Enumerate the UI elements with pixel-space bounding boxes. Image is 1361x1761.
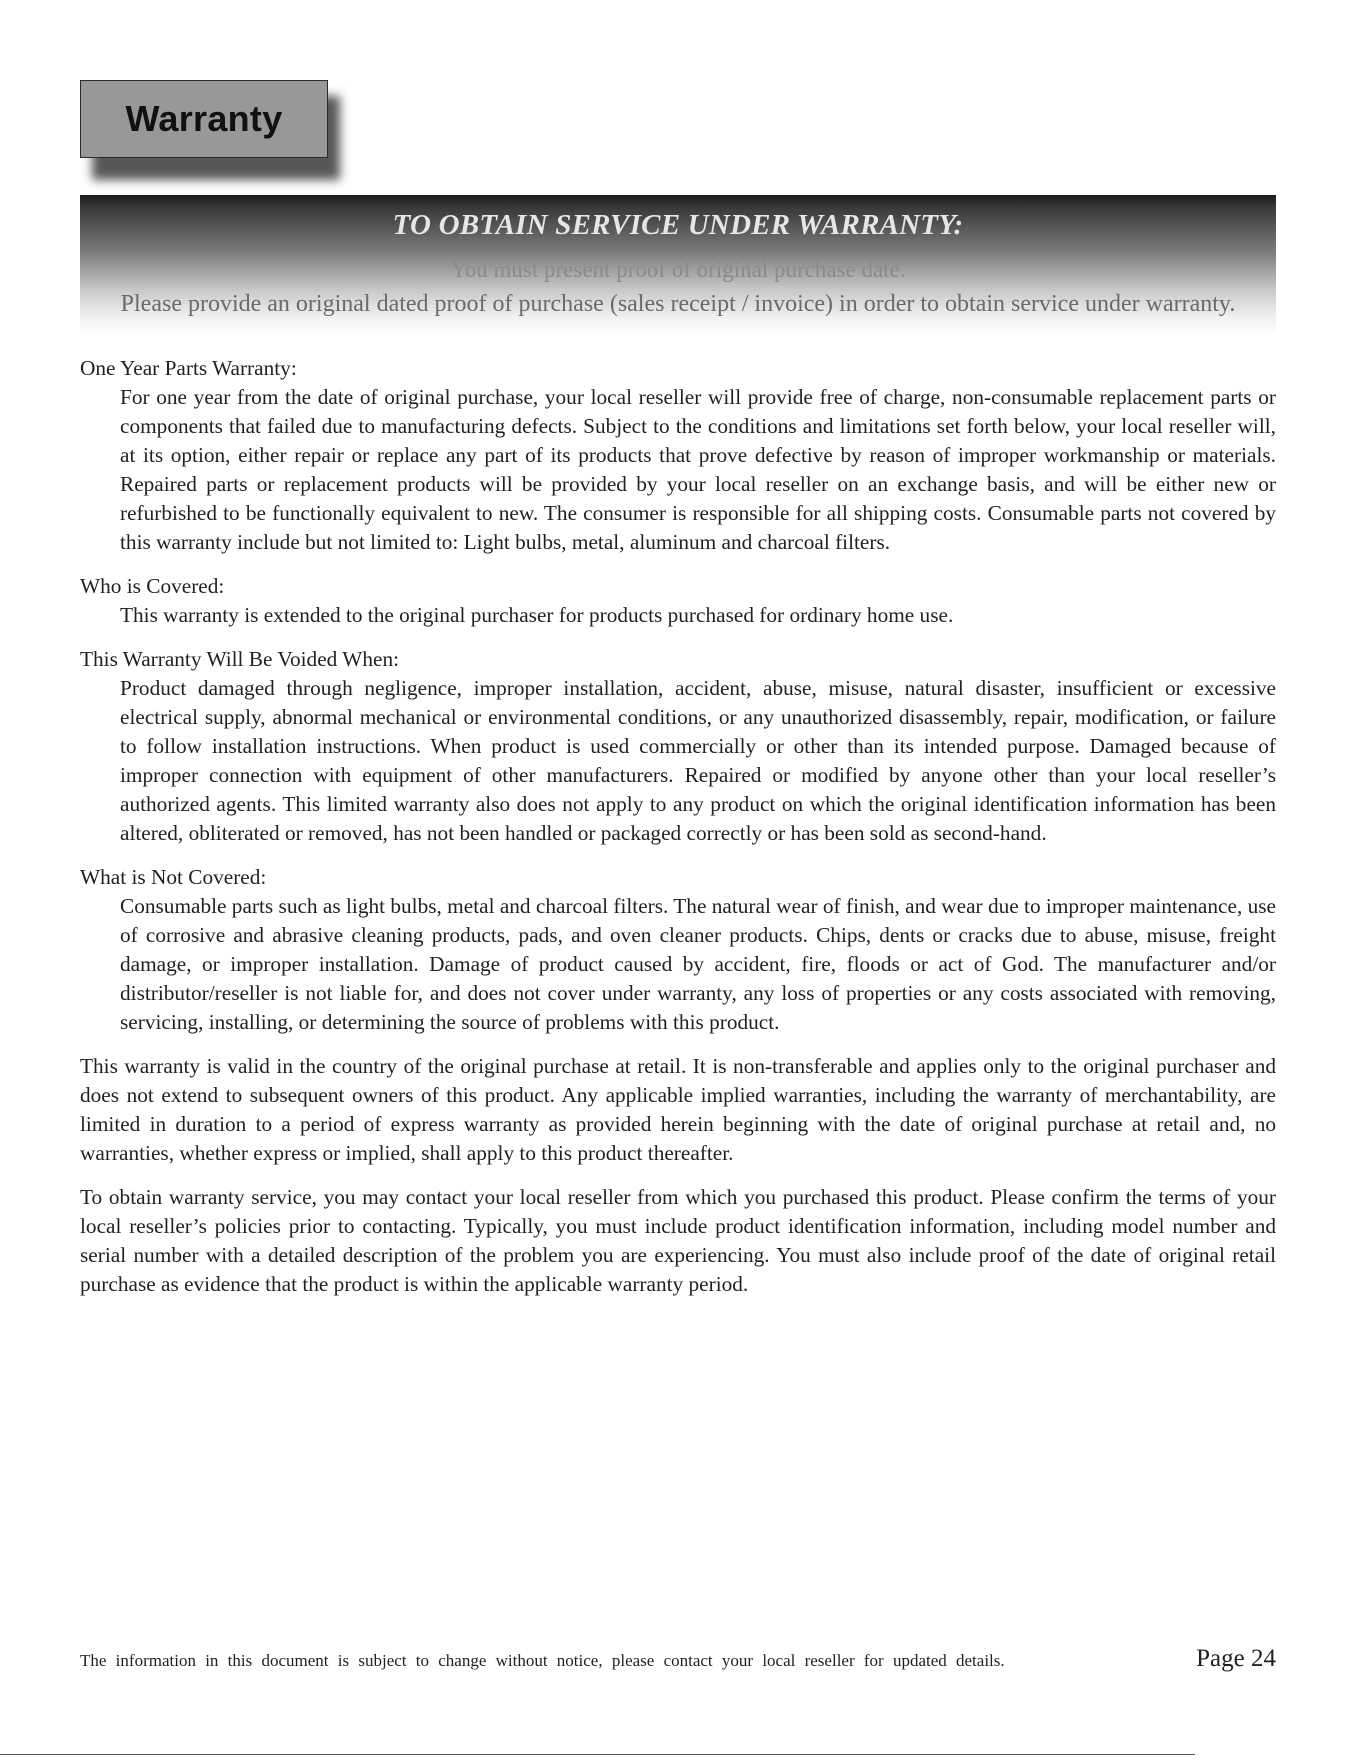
section-body: Product damaged through negligence, improper installation, accident, abuse, misuse, natural disaster, insufficient or excessive electrical supply, abnormal mechanical or environmental conditions, or any unauthorized disassembly, repair, modification, or failure to follow installation instructions. When product is used commercially or other than its intended purpose. Damaged because of improper connection with equipment of other manufacturers. Repaired or modified by anyone other than your local reseller’s authorized agents. This limited warranty also does not apply to any product on which the original identification information has been altered, obliterated or removed, has not been handled or packaged correctly or has been sold as second-hand. xyxy=(120,676,1276,845)
section-who-is-covered xyxy=(80,572,1276,630)
section-label: One Year Parts Warranty: xyxy=(80,356,297,380)
section-voided-when xyxy=(80,645,1276,848)
warranty-content xyxy=(80,354,1276,1314)
section-label: This Warranty Will Be Voided When: xyxy=(80,647,400,671)
title-tab xyxy=(80,80,328,158)
banner-note: Please provide an original dated proof of purchase (sales receipt / invoice) in order to obtain service under warranty. xyxy=(120,291,1236,317)
section-not-covered xyxy=(80,863,1276,1037)
section-label: Who is Covered: xyxy=(80,574,225,598)
section-body: For one year from the date of original purchase, your local reseller will provide free of charge, non-consumable replacement parts or components that failed due to manufacturing defects. Subject to the conditions and limitations set forth below, your local reseller will, at its option, either repair or replace any part of its products that prove defective by reason of improper workmanship or materials. Repaired parts or replacement products will be provided by your local reseller on an exchange basis, and will be either new or refurbished to be functionally equivalent to new. The consumer is responsible for all shipping costs. Consumable parts not covered by this warranty include but not limited to: Light bulbs, metal, aluminum and charcoal filters. xyxy=(120,385,1276,554)
paragraph-obtain-service: To obtain warranty service, you may contact your local reseller from which you purchased this product. Please confirm the terms of your local reseller’s policies prior to contacting. Typically, you must include product identification information, including model number and serial number with a detailed description of the problem you are experiencing. You must also include proof of the date of original retail purchase as evidence that the product is within the applicable warranty period. xyxy=(80,1185,1276,1296)
banner-heading: TO OBTAIN SERVICE UNDER WARRANTY: xyxy=(392,209,964,241)
section-body: This warranty is extended to the original purchaser for products purchased for ordinary home use. xyxy=(120,603,954,627)
page-number: Page 24 xyxy=(1196,1645,1276,1672)
section-parts-warranty xyxy=(80,354,1276,557)
section-label: What is Not Covered: xyxy=(80,865,267,889)
footer-disclaimer: The information in this document is subject to change without notice, please contact your local reseller for updated details. xyxy=(80,1651,1005,1670)
page-title: Warranty xyxy=(125,98,283,139)
bottom-rule xyxy=(0,1754,1195,1755)
section-body: Consumable parts such as light bulbs, metal and charcoal filters. The natural wear of finish, and wear due to improper maintenance, use of corrosive and abrasive cleaning products, pads, and oven cleaner products. Chips, dents or cracks due to abuse, misuse, freight damage, or improper installation. Damage of product caused by accident, fire, floods or act of God. The manufacturer and/or distributor/reseller is not liable for, and does not cover under warranty, any loss of properties or any costs associated with removing, servicing, installing, or determining the source of problems with this product. xyxy=(120,894,1276,1034)
paragraph-validity: This warranty is valid in the country of the original purchase at retail. It is non-transferable and applies only to the original purchaser and does not extend to subsequent owners of this product. Any applicable implied warranties, including the warranty of merchantability, are limited in duration to a period of express warranty as provided herein beginning with the date of original purchase at retail and, no warranties, whether express or implied, shall apply to this product thereafter. xyxy=(80,1054,1276,1165)
service-banner xyxy=(80,195,1276,335)
banner-subheading: You must present proof of original purchase date. xyxy=(450,257,906,282)
